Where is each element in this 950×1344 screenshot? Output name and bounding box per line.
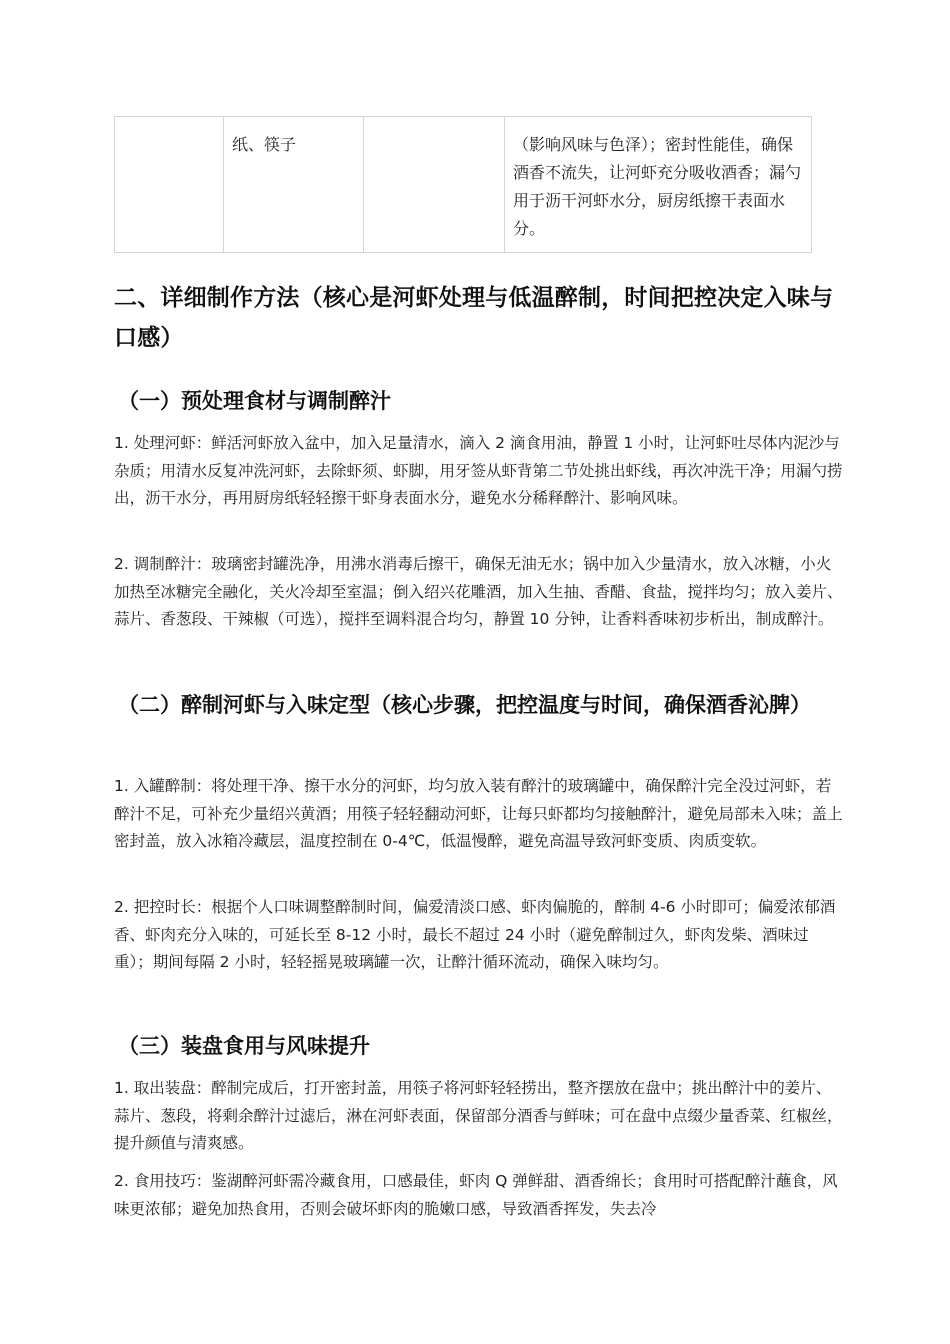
table-cell [115,117,224,253]
table-cell [364,117,505,253]
table-cell-tools: 纸、筷子 [224,117,364,253]
subheading-preprocess: （一）预处理食材与调制醉汁 [118,389,391,413]
subheading-marinate: （二）醉制河虾与入味定型（核心步骤，把控温度与时间，确保酒香沁脾） [118,693,811,717]
paragraph-process-shrimp: 1. 处理河虾：鲜活河虾放入盆中，加入足量清水，滴入 2 滴食用油，静置 1 小时，让河虾吐尽体内泥沙与杂质；用清水反复冲洗河虾，去除虾须、虾脚，用牙签从虾背第二节处挑出虾线，再次冲洗干净；用漏勺捞出，沥干水分，再用厨房纸轻轻擦干虾身表面水分，避免水分稀释醉汁、影响风味。 [114,434,843,507]
paragraph-make-sauce: 2. 调制醉汁：玻璃密封罐洗净，用沸水消毒后擦干，确保无油无水；锅中加入少量清水，放入冰糖，小火加热至冰糖完全融化，关火冷却至室温；倒入绍兴花雕酒，加入生抽、香醋、食盐，搅拌均匀；放入姜片、蒜片、香葱段、干辣椒（可选），搅拌至调料混合均匀，静置 10 分钟，让香料香味初步析出，制成醉汁。 [114,555,843,628]
tools-table-fragment [114,116,812,253]
table-row [115,117,812,253]
paragraph-eating-tips: 2. 食用技巧：鉴湖醉河虾需冷藏食用，口感最佳，虾肉 Q 弹鲜甜、酒香绵长；食用时可搭配醉汁蘸食，风味更浓郁；避免加热食用，否则会破坏虾肉的脆嫩口感，导致酒香挥发，失去冷 [114,1172,838,1218]
section-heading-method: 二、详细制作方法（核心是河虾处理与低温醉制，时间把控决定入味与口感） [114,285,834,351]
paragraph-jar-marinate: 1. 入罐醉制：将处理干净、擦干水分的河虾，均匀放入装有醉汁的玻璃罐中，确保醉汁完全没过河虾，若醉汁不足，可补充少量绍兴黄酒；用筷子轻轻翻动河虾，让每只虾都均匀接触醉汁，避免局部未入味；盖上密封盖，放入冰箱冷藏层，温度控制在 0-4℃，低温慢醉，避免高温导致河虾变质、肉质变软。 [114,777,843,850]
subheading-serve: （三）装盘食用与风味提升 [118,1034,370,1058]
paragraph-timing: 2. 把控时长：根据个人口味调整醉制时间，偏爱清淡口感、虾肉偏脆的，醉制 4-6 小时即可；偏爱浓郁酒香、虾肉充分入味的，可延长至 8-12 小时，最长不超过 24 小时（避免醉制过久，虾肉发柴、酒味过重）；期间每隔 2 小时，轻轻摇晃玻璃罐一次，让醉汁循环流动，确保入味均匀。 [114,898,836,971]
table-cell-notes: （影响风味与色泽）；密封性能佳，确保酒香不流失，让河虾充分吸收酒香；漏勺用于沥干河虾水分，厨房纸擦干表面水分。 [505,117,812,253]
paragraph-plating: 1. 取出装盘：醉制完成后，打开密封盖，用筷子将河虾轻轻捞出，整齐摆放在盘中；挑出醉汁中的姜片、蒜片、葱段，将剩余醉汁过滤后，淋在河虾表面，保留部分酒香与鲜味；可在盘中点缀少量香菜、红椒丝，提升颜值与清爽感。 [114,1079,843,1152]
